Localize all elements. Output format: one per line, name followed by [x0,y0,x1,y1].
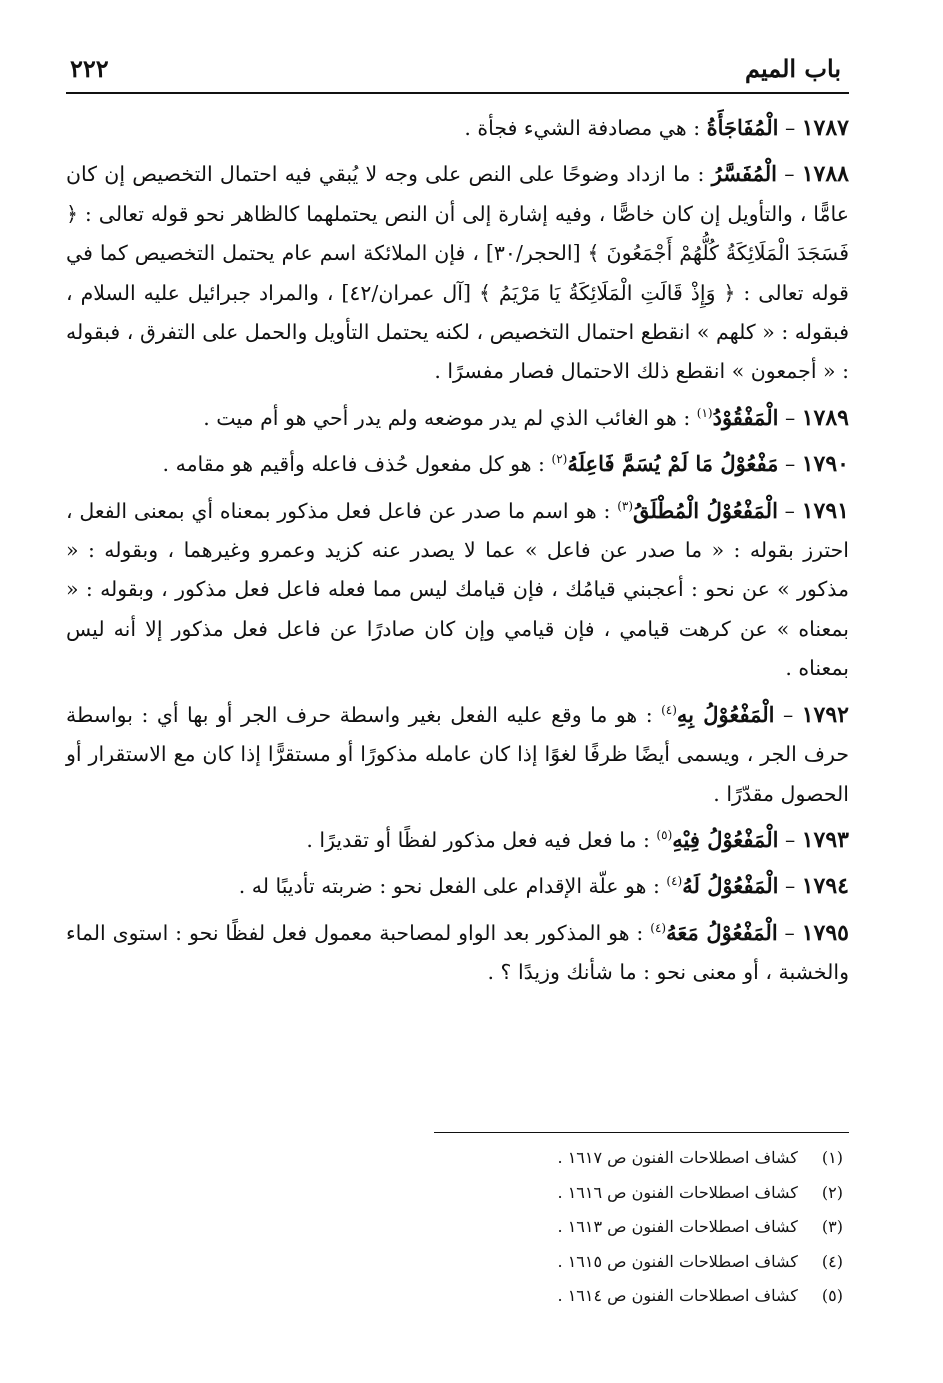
entry-text: : ما فعل فيه فعل مذكور لفظًا أو تقديرًا . [306,827,650,852]
entry-text: : هو المذكور بعد الواو لمصاحبة معمول فعل لفظًا نحو : استوى الماء والخشبة ، أو معنى نحو : ما شأنك وزيدًا ؟ . [66,920,849,985]
footnote-text: كشاف اصطلاحات الفنون ص ١٦١٧ . [557,1148,798,1167]
entry-term: الْمَفْعُوْلُ بِهِ [676,701,775,727]
entry-term: الْمَفْعُوْلُ مَعَهُ [666,919,778,945]
footnote-ref: (٥) [656,828,673,843]
footnote-ref: (١) [696,406,713,421]
footnote-item [66,1210,843,1245]
entry-number: ١٧٨٨ [801,161,849,188]
entry-number: ١٧٩١ [801,497,849,524]
footnote-text: كشاف اصطلاحات الفنون ص ١٦١٥ . [557,1251,798,1271]
page-header [66,50,849,94]
footnote-list [66,1141,849,1314]
entry-term: الْمَفْعُوْلُ لَهُ [682,873,779,899]
entry-number: ١٧٩٠ [801,451,849,478]
footnote-mark: (٢) [821,1182,843,1202]
footnote-mark: (٤) [821,1251,843,1271]
entry-term: الْمُفَسَّرُ [711,161,778,187]
footnote-item [66,1141,843,1176]
entry-term: الْمَفْعُوْلُ فِيْهِ [672,826,779,852]
entry-number: ١٧٩٢ [801,701,849,728]
entry-text: : هو اسم ما صدر عن فاعل فعل مذكور بمعناه أي بمعنى الفعل ، احترز بقوله : « ما صدر عن فاعل » عما لا يصدر عنه كزيد وعمرو وغيرهما ، وبقوله : « مذكور » عن نحو : أعجبني قيامُك ، فإن قيامك ليس مما فعله فاعل فعل مذكور ، وبقوله : « بمعناه » عن كرهت قيامي ، فإن قيامي وإن كان صادرًا عن فاعل فعل مذكور إلا أنه ليس بمعناه . [66,498,849,681]
footnote-text: كشاف اصطلاحات الفنون ص ١٦١٤ . [557,1286,798,1305]
entry-number: ١٧٨٧ [801,115,849,141]
entry-1793: ١٧٩٣ – الْمَفْعُوْلُ فِيْهِ$^{(٥)}$ : ما فعل فيه فعل مذكور لفظًا أو تقديرًا . [306,826,849,853]
footnote-ref: (٤) [661,702,677,717]
entry-term: الْمَفْقُوْدُ [712,404,779,430]
entry-term: مَفْعُوْلُ مَا لَمْ يُسَمَّ فَاعِلَهُ [567,451,779,477]
footnote-ref: (٢) [551,452,568,467]
footnote-text: كشاف اصطلاحات الفنون ص ١٦١٦ . [557,1182,798,1202]
footnote-ref: (٤) [650,920,667,935]
chapter-title: باب الميم [744,54,841,83]
entry-number: ١٧٩٣ [801,826,849,853]
entry-text: : ما ازداد وضوحًا على النص على وجه لا يُبقي فيه احتمال التخصيص إن كان عامًّا ، والتأويل إن كان خاصًّا ، وفيه إشارة إلى أن النص يحتملهما كالظاهر نحو قوله تعالى : ﴿ فَسَجَدَ الْمَلَائِكَةُ كُلُّهُمْ أَجْمَعُونَ ﴾ [الحجر/٣٠] ، فإن الملائكة اسم عام يحتمل التخصيص كما في قوله تعالى : ﴿ وَإِذْ قَالَتِ الْمَلَائِكَةُ يَا مَرْيَمُ ﴾ [آل عمران/٤٢] ، والمراد جبرائيل عليه السلام ، فبقوله : « كلهم » انقطع احتمال التخصيص ، لكنه يحتمل التأويل والحمل على التفرق ، فبقوله : « أجمعون » انقطع ذلك الاحتمال فصار مفسرًا . [66,162,849,384]
entry-1794: ١٧٩٤ – الْمَفْعُوْلُ لَهُ$^{(٤)}$ : هو علّة الإقدام على الفعل نحو : ضربته تأديبًا له . [238,873,849,900]
entry-1788: ١٧٨٨ – الْمُفَسَّرُ : ما ازداد وضوحًا على النص على وجه لا يُبقي فيه احتمال التخصيص إن كان عامًّا ، والتأويل إن كان خاصًّا ، وفيه إشارة إلى أن النص يحتملهما كالظاهر نحو قوله تعالى : ﴿ فَسَجَدَ الْمَلَائِكَةُ كُلُّهُمْ أَجْمَعُونَ ﴾ [الحجر/٣٠] ، فإن الملائكة اسم عام يحتمل التخصيص كما في قوله تعالى : ﴿ وَإِذْ قَالَتِ الْمَلَائِكَةُ يَا مَرْيَمُ ﴾ [آل عمران/٤٢] ، والمراد جبرائيل عليه السلام ، فبقوله : « كلهم » انقطع احتمال التخصيص ، لكنه يحتمل التأويل والحمل على التفرق ، فبقوله : « أجمعون » انقطع ذلك الاحتمال فصار مفسرًا . [66,161,849,384]
entry-text: : هو كل مفعول حُذف فاعله وأقيم هو مقامه . [162,452,545,477]
footnotes-section [66,1132,849,1314]
entry-1790: ١٧٩٠ – مَفْعُوْلُ مَا لَمْ يُسَمَّ فَاعِلَهُ$^{(٢)}$ : هو كل مفعول حُذف فاعله وأقيم هو مقامه . [162,451,849,478]
footnote-item [66,1176,843,1211]
entry-1795: ١٧٩٥ – الْمَفْعُوْلُ مَعَهُ$^{(٤)}$ : هو المذكور بعد الواو لمصاحبة معمول فعل لفظًا نحو : استوى الماء والخشبة ، أو معنى نحو : ما شأنك وزيدًا ؟ . [66,919,849,985]
entry-1791: ١٧٩١ – الْمَفْعُوْلُ الْمُطْلَقُ$^{(٣)}$ : هو اسم ما صدر عن فاعل فعل مذكور بمعناه أي بمعنى الفعل ، احترز بقوله : « ما صدر عن فاعل » عما لا يصدر عنه كزيد وعمرو وغيرهما ، وبقوله : « مذكور » عن نحو : أعجبني قيامُك ، فإن قيامك ليس مما فعله فاعل فعل مذكور ، وبقوله : « بمعناه » عن كرهت قيامي ، فإن قيامي وإن كان صادرًا عن فاعل فعل مذكور إلا أنه ليس بمعناه . [66,497,849,681]
entry-1792: ١٧٩٢ – الْمَفْعُوْلُ بِهِ$^{(٤)}$ : هو ما وقع عليه الفعل بغير واسطة حرف الجر أو بها أي : بواسطة حرف الجر ، ويسمى أيضًا ظرفًا لغوًا إذا كان عامله مذكورًا أو مستقرًّا إذا كان مع الاستقرار أو الحصول مقدّرًا . [66,701,849,806]
footnote-text: كشاف اصطلاحات الفنون ص ١٦١٣ . [557,1217,798,1236]
entry-text: : هو علّة الإقدام على الفعل نحو : ضربته تأديبًا له . [238,874,660,899]
entry-1787: ١٧٨٧ – الْمُفَاجَأَةُ : هي مصادفة الشيء فجأة . [464,115,849,141]
footnote-item [66,1245,843,1280]
page [66,50,849,999]
entry-text: : هي مصادفة الشيء فجأة . [464,116,701,140]
footnote-divider [434,1132,849,1133]
footnote-mark: (٣) [821,1217,843,1236]
footnote-item [66,1279,843,1314]
entry-term: الْمَفْعُوْلُ الْمُطْلَقُ [633,497,778,523]
entry-number: ١٧٨٩ [801,404,849,431]
entry-text: : هو الغائب الذي لم يدر موضعه ولم يدر أحي هو أم ميت . [203,405,691,430]
entry-number: ١٧٩٥ [801,919,849,946]
footnote-ref: (٣) [617,498,634,513]
page-number: ٢٢٢ [70,54,109,83]
entry-text: : هو ما وقع عليه الفعل بغير واسطة حرف الجر أو بها أي : بواسطة حرف الجر ، ويسمى أيضًا ظرفًا لغوًا إذا كان عامله مذكورًا أو مستقرًّا إذا كان مع الاستقرار أو الحصول مقدّرًا . [66,702,849,806]
footnote-mark: (١) [821,1148,843,1167]
entry-term: الْمُفَاجَأَةُ [706,115,779,140]
entry-1789: ١٧٨٩ – الْمَفْقُوْدُ$^{(١)}$ : هو الغائب الذي لم يدر موضعه ولم يدر أحي هو أم ميت . [203,404,849,431]
footnote-mark: (٥) [821,1286,843,1305]
entry-number: ١٧٩٤ [801,873,849,900]
footnote-ref: (٤) [666,874,683,889]
entries-list [66,108,849,993]
